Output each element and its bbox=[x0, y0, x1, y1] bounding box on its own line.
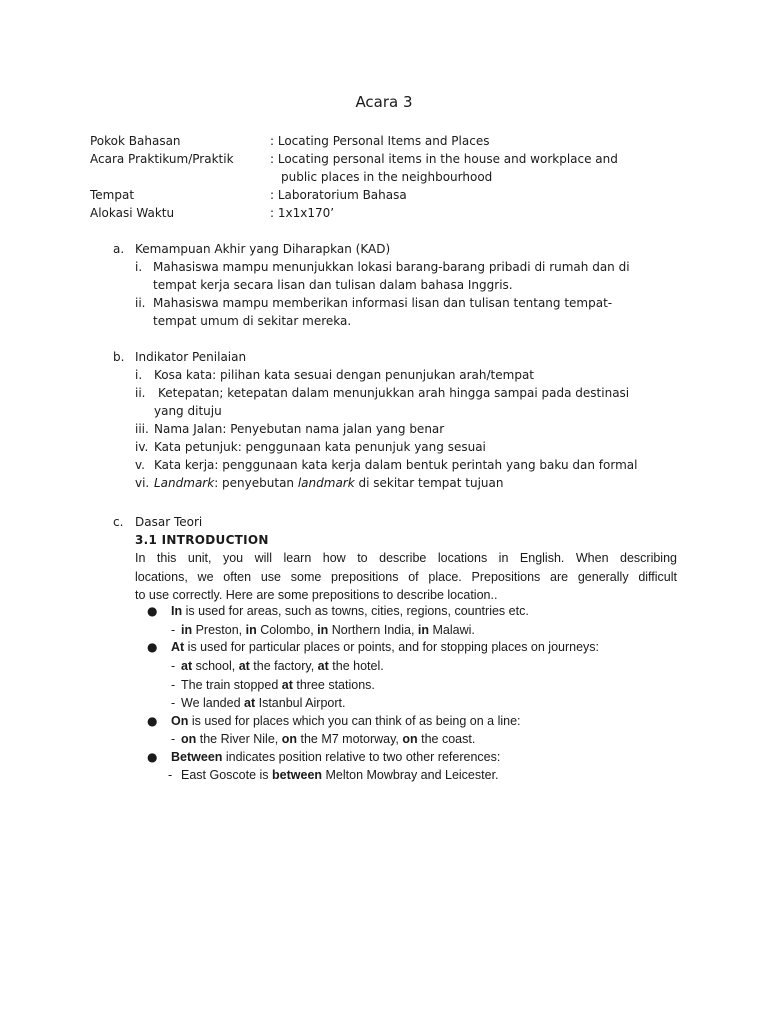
dash-icon: - bbox=[171, 659, 176, 673]
dash-icon: - bbox=[171, 696, 176, 710]
kad-item-2-line2: tempat umum di sekitar mereka. bbox=[153, 314, 352, 328]
at-example-text: The train stopped bbox=[181, 678, 282, 692]
between-example bbox=[181, 768, 499, 782]
acara-praktikum-value-line2: public places in the neighbourhood bbox=[281, 170, 493, 184]
bullet-in bbox=[171, 604, 529, 618]
on-example-text: the coast. bbox=[417, 732, 476, 746]
between-example-bold: between bbox=[272, 768, 323, 782]
section-b-title: Indikator Penilaian bbox=[135, 350, 247, 364]
intro-line-2: locations, we often use some prepositions of place. Prepositions are generally difficult bbox=[135, 569, 677, 584]
landmark-italic-1: Landmark bbox=[154, 476, 215, 490]
on-example-bold: on bbox=[281, 732, 298, 746]
dash-icon: - bbox=[168, 768, 173, 782]
kad-item-2-number: ii. bbox=[135, 296, 146, 310]
at-example-bold: at bbox=[238, 659, 250, 673]
at-example-bold: at bbox=[244, 696, 256, 710]
at-examples-2 bbox=[181, 678, 375, 692]
bullet-icon: ● bbox=[147, 750, 158, 764]
indikator-2-text-line2: yang dituju bbox=[154, 404, 222, 418]
in-example-bold: in bbox=[417, 623, 430, 637]
indikator-2-text: Ketepatan; ketepatan dalam menunjukkan arah hingga sampai pada destinasi bbox=[158, 386, 630, 400]
indikator-6-text bbox=[154, 476, 503, 490]
bullet-icon: ● bbox=[147, 640, 158, 654]
introduction-paragraph bbox=[135, 549, 677, 605]
at-example-text: Istanbul Airport. bbox=[255, 696, 346, 710]
intro-line-3: to use correctly. Here are some prepositions to describe location.. bbox=[135, 588, 498, 603]
between-example-text: East Goscote is bbox=[181, 768, 273, 782]
in-example-text: Northern India, bbox=[328, 623, 418, 637]
section-c-title: Dasar Teori bbox=[135, 515, 203, 529]
kad-item-1-number: i. bbox=[135, 260, 143, 274]
acara-praktikum-value-line1: : Locating personal items in the house and workplace and bbox=[270, 152, 618, 166]
indikator-3-text: Nama Jalan: Penyebutan nama jalan yang benar bbox=[154, 422, 445, 436]
indikator-1-text: Kosa kata: pilihan kata sesuai dengan penunjukan arah/tempat bbox=[154, 368, 535, 382]
indikator-2-number: ii. bbox=[135, 386, 146, 400]
on-examples bbox=[181, 732, 475, 746]
alokasi-waktu-label: Alokasi Waktu bbox=[90, 206, 175, 220]
at-example-text: school, bbox=[192, 659, 239, 673]
bullet-between bbox=[171, 750, 500, 764]
bullet-icon: ● bbox=[147, 714, 158, 728]
intro-line-1: In this unit, you will learn how to describe locations in English. When describing bbox=[135, 551, 677, 565]
on-example-text: the M7 motorway, bbox=[297, 732, 403, 746]
indikator-6-mid: : penyebutan bbox=[214, 476, 298, 490]
indikator-4-number: iv. bbox=[135, 440, 149, 454]
on-example-text: the River Nile, bbox=[196, 732, 282, 746]
at-example-text: three stations. bbox=[292, 678, 375, 692]
pokok-bahasan-value: : Locating Personal Items and Places bbox=[270, 134, 490, 148]
at-example-text: the factory, bbox=[249, 659, 318, 673]
in-keyword: In bbox=[171, 604, 183, 618]
dash-icon: - bbox=[171, 678, 176, 692]
kad-item-1-line1: Mahasiswa mampu menunjukkan lokasi barang-barang pribadi di rumah dan di bbox=[153, 260, 630, 274]
in-example-bold: in bbox=[317, 623, 329, 637]
on-example-bold: on bbox=[402, 732, 418, 746]
section-b-heading bbox=[113, 350, 247, 364]
at-example-text: the hotel. bbox=[328, 659, 384, 673]
page-title: Acara 3 bbox=[355, 93, 413, 111]
indikator-6-end: di sekitar tempat tujuan bbox=[354, 476, 504, 490]
on-description: is used for places which you can think of as being on a line: bbox=[188, 714, 521, 728]
kad-item-1-line2: tempat kerja secara lisan dan tulisan dalam bahasa Inggris. bbox=[153, 278, 513, 292]
dash-icon: - bbox=[171, 623, 176, 637]
acara-praktikum-label: Acara Praktikum/Praktik bbox=[90, 152, 234, 166]
in-example-text: Preston, bbox=[192, 623, 246, 637]
pokok-bahasan-label: Pokok Bahasan bbox=[90, 134, 181, 148]
between-keyword: Between bbox=[171, 750, 223, 764]
bullet-at bbox=[171, 640, 599, 654]
indikator-3-number: iii. bbox=[135, 422, 149, 436]
indikator-1-number: i. bbox=[135, 368, 143, 382]
at-keyword: At bbox=[171, 640, 185, 654]
in-example-bold: in bbox=[181, 623, 193, 637]
landmark-italic-2: landmark bbox=[297, 476, 355, 490]
on-keyword: On bbox=[171, 714, 189, 728]
in-examples bbox=[181, 623, 475, 637]
dash-icon: - bbox=[171, 732, 176, 746]
in-example-text: Malawi. bbox=[429, 623, 475, 637]
at-examples-1 bbox=[181, 659, 384, 673]
indikator-5-text: Kata kerja: penggunaan kata kerja dalam bentuk perintah yang baku dan formal bbox=[154, 458, 638, 472]
indikator-5-number: v. bbox=[135, 458, 145, 472]
indikator-6-number: vi. bbox=[135, 476, 150, 490]
indikator-4-text: Kata petunjuk: penggunaan kata penunjuk yang sesuai bbox=[154, 440, 486, 454]
in-example-bold: in bbox=[245, 623, 257, 637]
alokasi-waktu-value: : 1x1x170’ bbox=[270, 206, 335, 220]
section-c-heading bbox=[113, 515, 203, 529]
at-example-bold: at bbox=[281, 678, 293, 692]
at-example-bold: at bbox=[181, 659, 193, 673]
section-b-marker: b. bbox=[113, 350, 125, 364]
tempat-value: : Laboratorium Bahasa bbox=[270, 188, 407, 202]
in-example-text: Colombo, bbox=[256, 623, 318, 637]
on-example-bold: on bbox=[181, 732, 197, 746]
bullet-on bbox=[171, 714, 521, 728]
section-a-heading bbox=[113, 242, 391, 256]
at-example-text: We landed bbox=[181, 696, 245, 710]
bullet-icon: ● bbox=[147, 604, 158, 618]
section-a-marker: a. bbox=[113, 242, 125, 256]
kad-item-2-line1: Mahasiswa mampu memberikan informasi lisan dan tulisan tentang tempat- bbox=[153, 296, 613, 310]
in-description: is used for areas, such as towns, cities, regions, countries etc. bbox=[182, 604, 529, 618]
at-description: is used for particular places or points, and for stopping places on journeys: bbox=[184, 640, 600, 654]
at-example-bold: at bbox=[317, 659, 329, 673]
tempat-label: Tempat bbox=[90, 188, 135, 202]
section-c-marker: c. bbox=[113, 515, 124, 529]
between-description: indicates position relative to two other references: bbox=[222, 750, 501, 764]
between-example-text: Melton Mowbray and Leicester. bbox=[322, 768, 499, 782]
introduction-heading: 3.1 INTRODUCTION bbox=[135, 533, 269, 547]
section-a-title: Kemampuan Akhir yang Diharapkan (KAD) bbox=[135, 242, 391, 256]
at-examples-3 bbox=[181, 696, 345, 710]
